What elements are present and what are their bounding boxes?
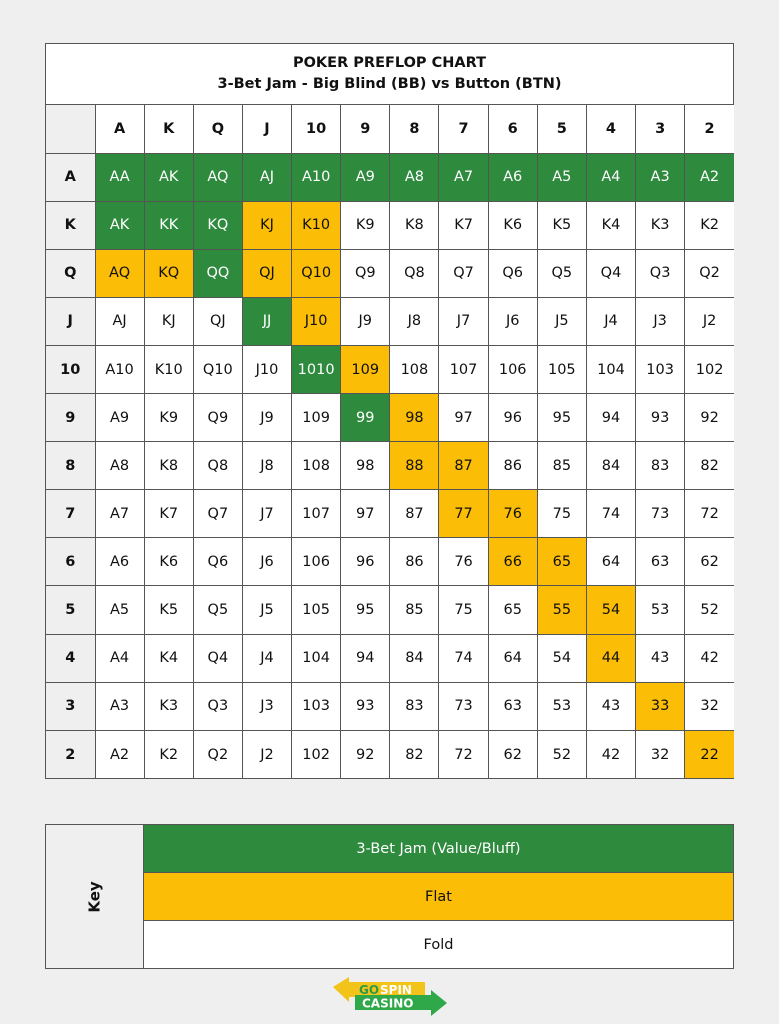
hand-cell: 87 xyxy=(390,490,439,538)
hand-cell: Q5 xyxy=(537,249,586,297)
hand-cell: KJ xyxy=(144,297,193,345)
hand-cell: 97 xyxy=(439,394,488,442)
hand-cell: J8 xyxy=(390,297,439,345)
hand-cell: 83 xyxy=(636,442,685,490)
hand-cell: 87 xyxy=(439,442,488,490)
hand-cell: A9 xyxy=(341,153,390,201)
table-row xyxy=(46,490,734,538)
hand-cell: A10 xyxy=(95,345,144,393)
hand-cell: A4 xyxy=(586,153,635,201)
hand-cell: 86 xyxy=(488,442,537,490)
hand-cell: KQ xyxy=(144,249,193,297)
gospin-casino-logo xyxy=(333,976,447,1016)
hand-cell: A2 xyxy=(685,153,734,201)
hand-cell: 108 xyxy=(292,442,341,490)
hand-cell: 43 xyxy=(586,682,635,730)
hand-cell: 105 xyxy=(292,586,341,634)
hand-cell: J6 xyxy=(242,538,291,586)
hand-cell: 42 xyxy=(586,730,635,778)
hand-cell: J2 xyxy=(685,297,734,345)
key-row-flat: Flat xyxy=(144,873,733,921)
hand-cell: A5 xyxy=(537,153,586,201)
hand-cell: J3 xyxy=(636,297,685,345)
hand-cell: K4 xyxy=(144,634,193,682)
hand-cell: 103 xyxy=(636,345,685,393)
hand-cell: 74 xyxy=(586,490,635,538)
hand-cell: 64 xyxy=(586,538,635,586)
hand-cell: K2 xyxy=(685,201,734,249)
hand-cell: 42 xyxy=(685,634,734,682)
hand-cell: Q7 xyxy=(193,490,242,538)
hand-cell: 52 xyxy=(685,586,734,634)
hand-cell: K8 xyxy=(144,442,193,490)
hand-cell: 108 xyxy=(390,345,439,393)
hand-grid xyxy=(46,105,734,778)
hand-cell: 43 xyxy=(636,634,685,682)
hand-cell: A10 xyxy=(292,153,341,201)
hand-cell: 54 xyxy=(537,634,586,682)
row-header: 4 xyxy=(46,634,95,682)
hand-cell: K10 xyxy=(292,201,341,249)
table-row xyxy=(46,153,734,201)
hand-cell: J9 xyxy=(341,297,390,345)
chart-title: POKER PREFLOP CHART xyxy=(292,55,487,71)
hand-cell: AQ xyxy=(95,249,144,297)
hand-cell: 104 xyxy=(292,634,341,682)
row-header: 5 xyxy=(46,586,95,634)
header-row xyxy=(46,105,734,153)
chart-subtitle: 3-Bet Jam - Big Blind (BB) vs Button (BTN) xyxy=(217,76,562,92)
key-label: Key xyxy=(85,880,104,913)
hand-cell: 92 xyxy=(685,394,734,442)
hand-cell: 98 xyxy=(390,394,439,442)
hand-cell: KJ xyxy=(242,201,291,249)
hand-cell: 86 xyxy=(390,538,439,586)
row-header: A xyxy=(46,153,95,201)
column-header: 10 xyxy=(292,105,341,153)
hand-cell: 54 xyxy=(586,586,635,634)
hand-cell: Q6 xyxy=(193,538,242,586)
hand-cell: KK xyxy=(144,201,193,249)
hand-cell: Q2 xyxy=(193,730,242,778)
hand-cell: 72 xyxy=(685,490,734,538)
hand-cell: Q9 xyxy=(341,249,390,297)
hand-cell: 76 xyxy=(488,490,537,538)
logo-graphic xyxy=(333,976,447,1016)
hand-cell: 76 xyxy=(439,538,488,586)
preflop-chart xyxy=(45,43,734,779)
hand-cell: 99 xyxy=(341,394,390,442)
hand-cell: 22 xyxy=(685,730,734,778)
hand-cell: AK xyxy=(144,153,193,201)
hand-cell: J8 xyxy=(242,442,291,490)
hand-cell: Q3 xyxy=(193,682,242,730)
hand-cell: J5 xyxy=(242,586,291,634)
hand-cell: 33 xyxy=(636,682,685,730)
logo-word-spin: SPIN xyxy=(380,983,412,997)
hand-cell: 53 xyxy=(537,682,586,730)
hand-cell: A9 xyxy=(95,394,144,442)
row-header: J xyxy=(46,297,95,345)
row-header: 3 xyxy=(46,682,95,730)
hand-cell: 53 xyxy=(636,586,685,634)
hand-cell: 85 xyxy=(390,586,439,634)
row-header: 2 xyxy=(46,730,95,778)
table-row xyxy=(46,201,734,249)
hand-cell: 73 xyxy=(636,490,685,538)
hand-cell: 102 xyxy=(292,730,341,778)
row-header: 7 xyxy=(46,490,95,538)
hand-cell: AJ xyxy=(95,297,144,345)
logo-word-casino: CASINO xyxy=(362,996,414,1011)
table-row xyxy=(46,249,734,297)
row-header: K xyxy=(46,201,95,249)
column-header: 4 xyxy=(586,105,635,153)
hand-cell: J9 xyxy=(242,394,291,442)
hand-cell: 106 xyxy=(292,538,341,586)
key-row-jam: 3-Bet Jam (Value/Bluff) xyxy=(144,825,733,873)
hand-cell: 102 xyxy=(685,345,734,393)
hand-cell: JJ xyxy=(242,297,291,345)
hand-cell: 73 xyxy=(439,682,488,730)
hand-cell: Q10 xyxy=(292,249,341,297)
hand-cell: 84 xyxy=(390,634,439,682)
hand-cell: 103 xyxy=(292,682,341,730)
column-header: J xyxy=(242,105,291,153)
hand-cell: Q8 xyxy=(193,442,242,490)
row-header: 9 xyxy=(46,394,95,442)
hand-cell: Q7 xyxy=(439,249,488,297)
hand-cell: 109 xyxy=(292,394,341,442)
hand-cell: A3 xyxy=(636,153,685,201)
column-header: 9 xyxy=(341,105,390,153)
hand-cell: J10 xyxy=(242,345,291,393)
row-header: 10 xyxy=(46,345,95,393)
hand-cell: 94 xyxy=(586,394,635,442)
hand-cell: J5 xyxy=(537,297,586,345)
column-header: 6 xyxy=(488,105,537,153)
hand-cell: 52 xyxy=(537,730,586,778)
row-header: 6 xyxy=(46,538,95,586)
hand-cell: AQ xyxy=(193,153,242,201)
hand-cell: A7 xyxy=(439,153,488,201)
hand-cell: 82 xyxy=(685,442,734,490)
hand-cell: K2 xyxy=(144,730,193,778)
hand-cell: 83 xyxy=(390,682,439,730)
corner-cell xyxy=(46,105,95,153)
hand-cell: QQ xyxy=(193,249,242,297)
hand-cell: Q5 xyxy=(193,586,242,634)
column-header: Q xyxy=(193,105,242,153)
hand-cell: J6 xyxy=(488,297,537,345)
hand-cell: KQ xyxy=(193,201,242,249)
hand-cell: 84 xyxy=(586,442,635,490)
column-header: 8 xyxy=(390,105,439,153)
hand-cell: K3 xyxy=(636,201,685,249)
hand-cell: QJ xyxy=(193,297,242,345)
hand-cell: A2 xyxy=(95,730,144,778)
hand-cell: 93 xyxy=(341,682,390,730)
hand-cell: AK xyxy=(95,201,144,249)
hand-cell: 44 xyxy=(586,634,635,682)
hand-cell: 85 xyxy=(537,442,586,490)
hand-cell: A8 xyxy=(95,442,144,490)
legend-key xyxy=(45,824,734,969)
hand-cell: 97 xyxy=(341,490,390,538)
hand-cell: 93 xyxy=(636,394,685,442)
hand-cell: 32 xyxy=(636,730,685,778)
hand-cell: K4 xyxy=(586,201,635,249)
hand-cell: K6 xyxy=(144,538,193,586)
table-row xyxy=(46,345,734,393)
hand-cell: K7 xyxy=(439,201,488,249)
chart-title-box xyxy=(46,44,733,105)
table-row xyxy=(46,730,734,778)
table-row xyxy=(46,586,734,634)
key-rows xyxy=(144,825,733,968)
column-header: 3 xyxy=(636,105,685,153)
hand-cell: 72 xyxy=(439,730,488,778)
row-header: 8 xyxy=(46,442,95,490)
logo-word-go: GO xyxy=(359,983,380,997)
table-row xyxy=(46,682,734,730)
hand-cell: Q4 xyxy=(193,634,242,682)
hand-cell: 63 xyxy=(488,682,537,730)
column-header: 7 xyxy=(439,105,488,153)
table-row xyxy=(46,442,734,490)
table-row xyxy=(46,297,734,345)
hand-cell: K9 xyxy=(341,201,390,249)
hand-cell: 96 xyxy=(488,394,537,442)
hand-cell: 107 xyxy=(439,345,488,393)
hand-cell: 104 xyxy=(586,345,635,393)
hand-cell: 82 xyxy=(390,730,439,778)
hand-cell: K6 xyxy=(488,201,537,249)
hand-cell: 105 xyxy=(537,345,586,393)
hand-cell: Q9 xyxy=(193,394,242,442)
hand-cell: A4 xyxy=(95,634,144,682)
hand-cell: K8 xyxy=(390,201,439,249)
hand-cell: Q6 xyxy=(488,249,537,297)
hand-cell: J3 xyxy=(242,682,291,730)
hand-cell: J10 xyxy=(292,297,341,345)
hand-cell: 75 xyxy=(439,586,488,634)
hand-cell: A7 xyxy=(95,490,144,538)
column-header: A xyxy=(95,105,144,153)
hand-cell: Q4 xyxy=(586,249,635,297)
hand-cell: 92 xyxy=(341,730,390,778)
hand-cell: K5 xyxy=(144,586,193,634)
hand-cell: 95 xyxy=(537,394,586,442)
table-row xyxy=(46,538,734,586)
hand-cell: A6 xyxy=(95,538,144,586)
hand-cell: 64 xyxy=(488,634,537,682)
hand-cell: 109 xyxy=(341,345,390,393)
hand-cell: A6 xyxy=(488,153,537,201)
hand-cell: 65 xyxy=(488,586,537,634)
key-label-cell xyxy=(46,825,144,968)
hand-cell: 95 xyxy=(341,586,390,634)
column-header: 2 xyxy=(685,105,734,153)
hand-cell: 107 xyxy=(292,490,341,538)
hand-cell: 32 xyxy=(685,682,734,730)
hand-cell: 88 xyxy=(390,442,439,490)
hand-cell: A8 xyxy=(390,153,439,201)
hand-cell: 106 xyxy=(488,345,537,393)
table-row xyxy=(46,634,734,682)
hand-cell: J4 xyxy=(242,634,291,682)
hand-cell: J7 xyxy=(439,297,488,345)
hand-cell: 94 xyxy=(341,634,390,682)
column-header: K xyxy=(144,105,193,153)
hand-cell: K5 xyxy=(537,201,586,249)
hand-cell: 65 xyxy=(537,538,586,586)
hand-cell: 63 xyxy=(636,538,685,586)
hand-cell: 62 xyxy=(685,538,734,586)
hand-cell: 1010 xyxy=(292,345,341,393)
hand-cell: Q8 xyxy=(390,249,439,297)
hand-cell: Q2 xyxy=(685,249,734,297)
hand-cell: 77 xyxy=(439,490,488,538)
key-row-fold: Fold xyxy=(144,921,733,968)
column-header: 5 xyxy=(537,105,586,153)
hand-cell: K9 xyxy=(144,394,193,442)
row-header: Q xyxy=(46,249,95,297)
hand-cell: Q10 xyxy=(193,345,242,393)
hand-cell: AA xyxy=(95,153,144,201)
hand-cell: 55 xyxy=(537,586,586,634)
hand-cell: K10 xyxy=(144,345,193,393)
hand-cell: K3 xyxy=(144,682,193,730)
hand-cell: 74 xyxy=(439,634,488,682)
hand-cell: AJ xyxy=(242,153,291,201)
hand-cell: K7 xyxy=(144,490,193,538)
hand-cell: 62 xyxy=(488,730,537,778)
hand-cell: 96 xyxy=(341,538,390,586)
hand-cell: QJ xyxy=(242,249,291,297)
hand-cell: 75 xyxy=(537,490,586,538)
hand-cell: J7 xyxy=(242,490,291,538)
hand-cell: 66 xyxy=(488,538,537,586)
hand-cell: J2 xyxy=(242,730,291,778)
hand-cell: A3 xyxy=(95,682,144,730)
hand-cell: Q3 xyxy=(636,249,685,297)
hand-cell: A5 xyxy=(95,586,144,634)
table-row xyxy=(46,394,734,442)
hand-cell: 98 xyxy=(341,442,390,490)
hand-cell: J4 xyxy=(586,297,635,345)
